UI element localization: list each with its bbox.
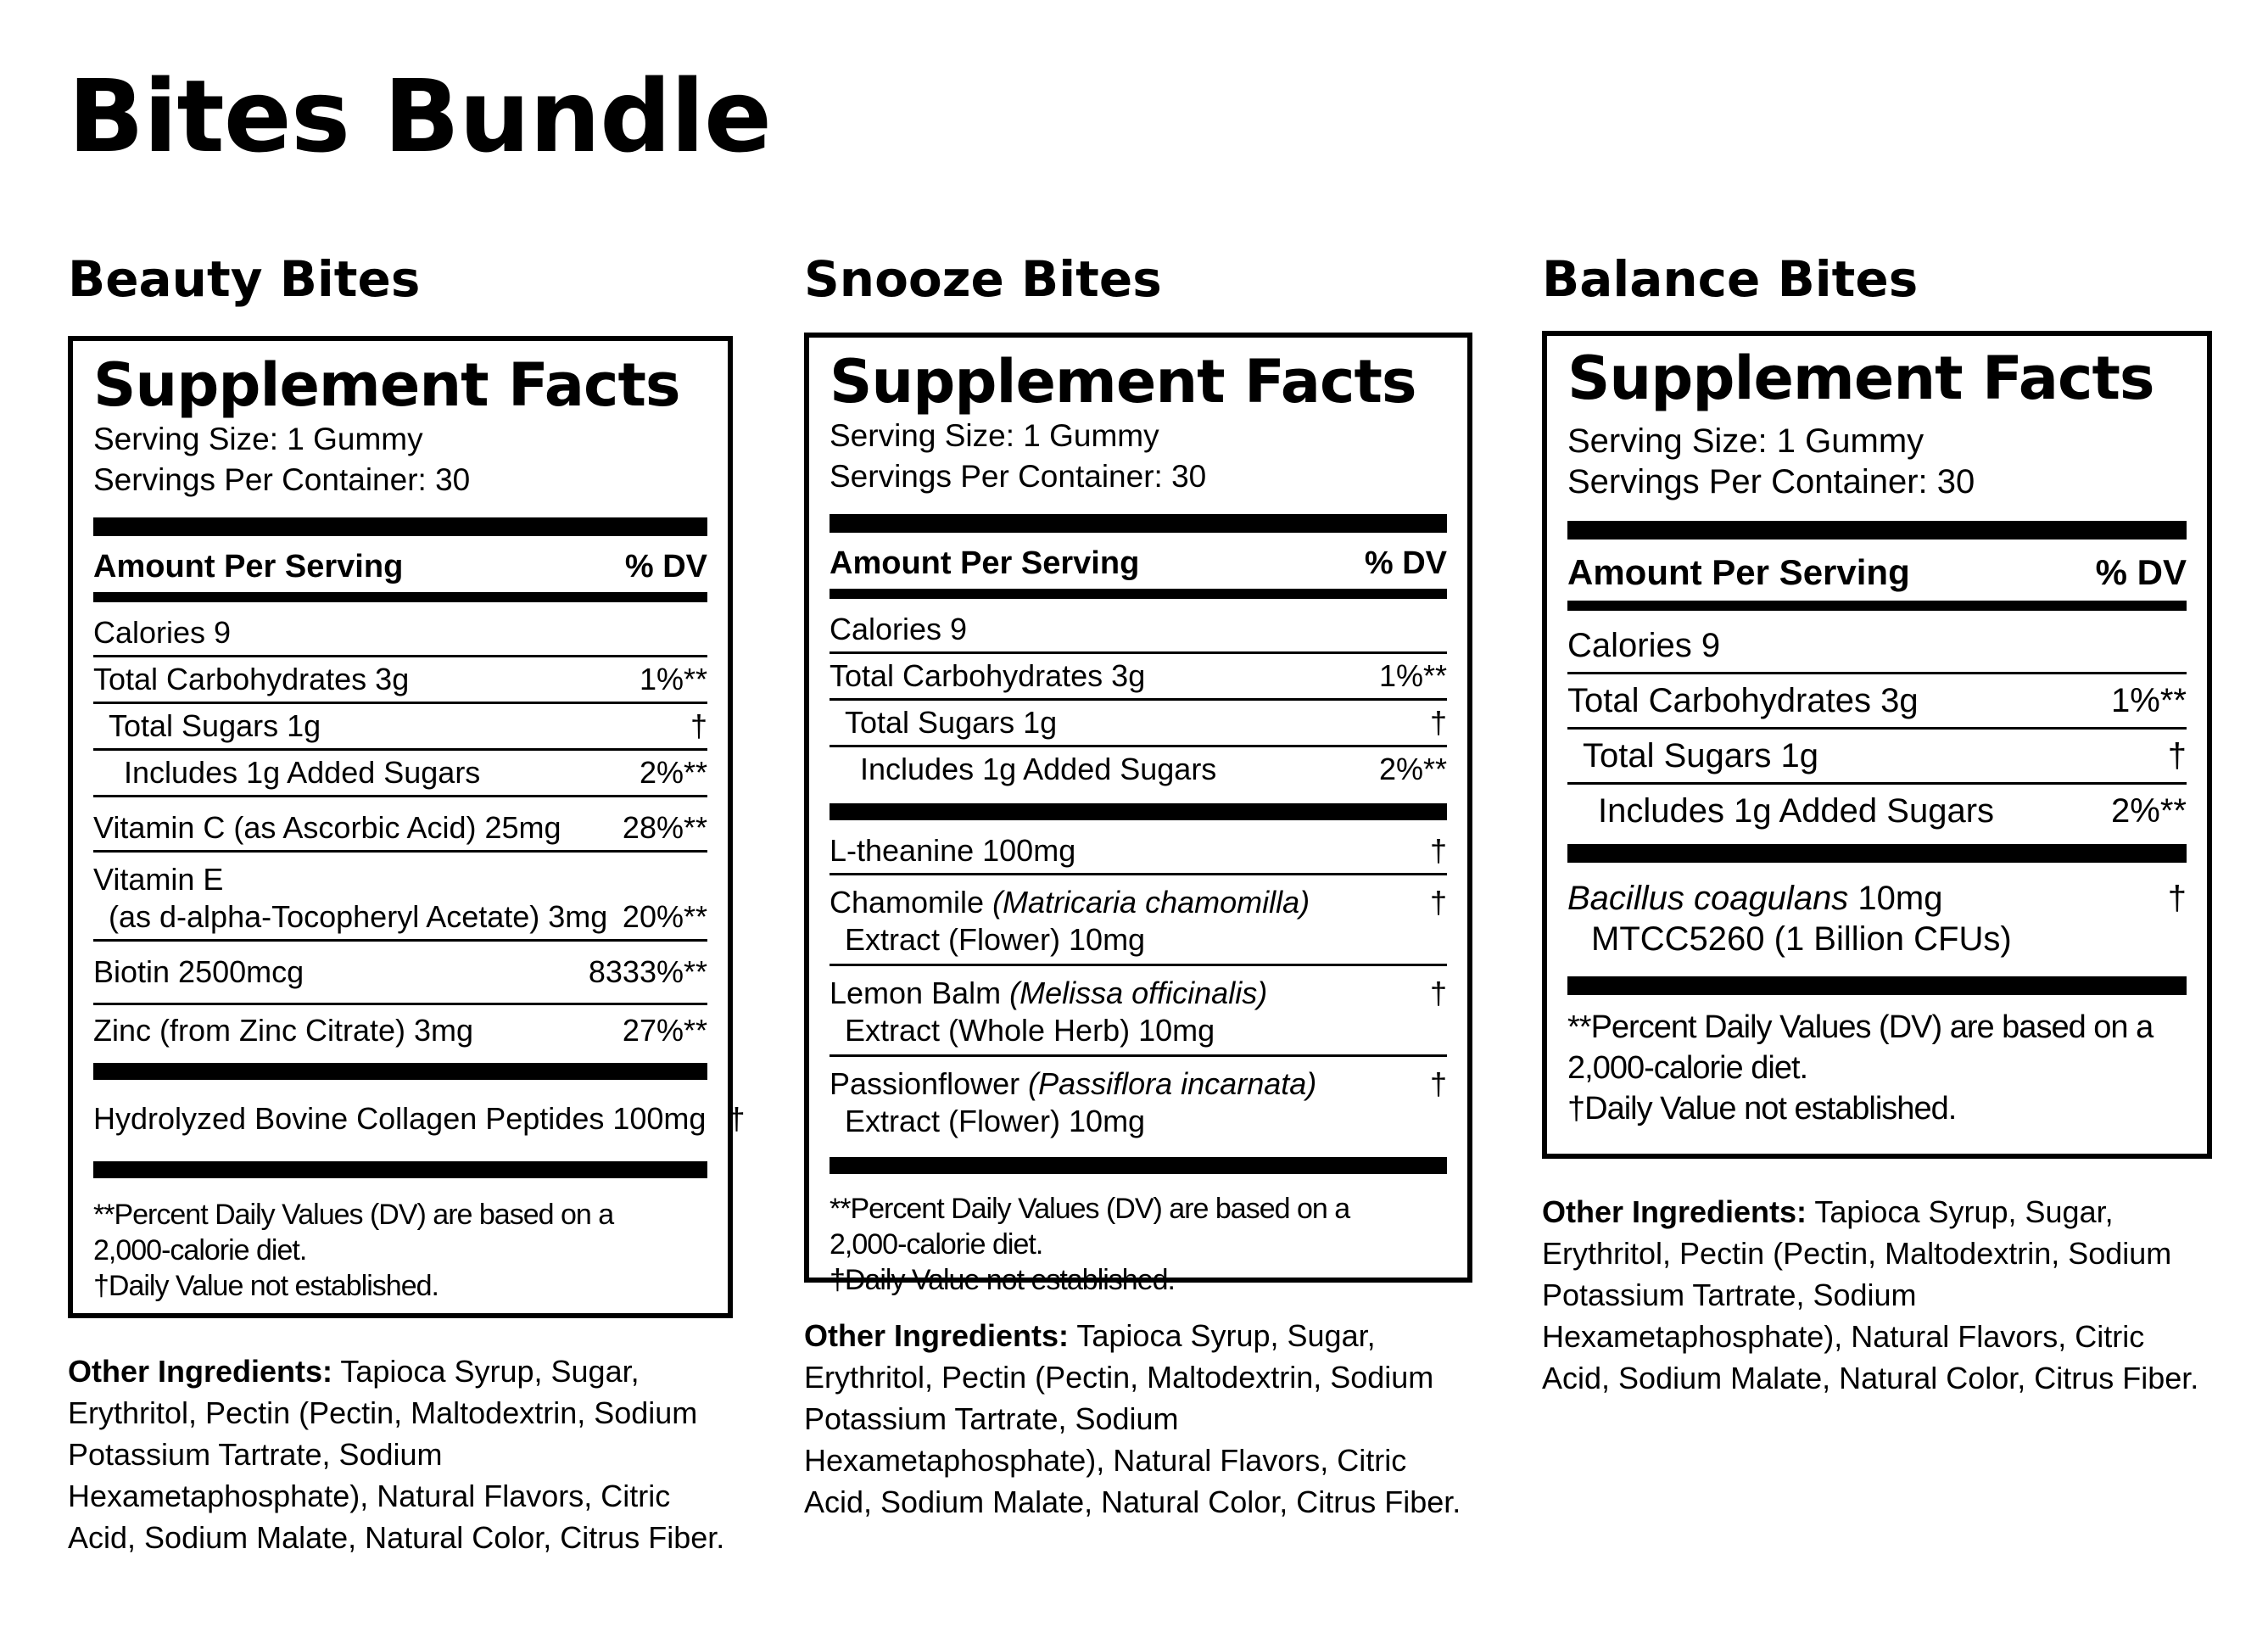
divider-thick — [1567, 976, 2187, 995]
added-sugars-row: Includes 1g Added Sugars 2%** — [1598, 791, 2187, 830]
servings-per-container: Servings Per Container: 30 — [1567, 462, 1975, 500]
l-theanine-row: L-theanine 100mg † — [830, 829, 1447, 875]
amount-header-row: Amount Per Serving % DV — [830, 545, 1447, 581]
supplement-facts-panel — [1542, 331, 2212, 1159]
calories-row: Calories 9 — [1567, 619, 2187, 674]
servings-per-container: Servings Per Container: 30 — [830, 458, 1207, 494]
footnote: **Percent Daily Values (DV) are based on a 2,000-calorie diet. †Daily Value not established. — [93, 1198, 614, 1302]
sugars-row: Total Sugars 1g † — [1567, 730, 2187, 785]
divider-thick — [830, 1157, 1447, 1174]
amount-header-row: Amount Per Serving % DV — [1567, 551, 2187, 592]
divider-medium — [93, 592, 707, 602]
other-ingredients: Other Ingredients: Tapioca Syrup, Sugar, Erythritol, Pectin (Pectin, Maltodextrin, Sodium Potassium Tartrate, Sodium Hexametaphosphate), Natural Flavors, Citric Acid, Sodium Malate, Natural Color, Citrus Fiber. — [1542, 1194, 2199, 1395]
sugars-row: Total Sugars 1g † — [830, 701, 1447, 747]
facts-heading: Supplement Facts — [93, 350, 680, 420]
facts-heading: Supplement Facts — [830, 347, 1416, 417]
carbs-row: Total Carbohydrates 3g 1%** — [830, 654, 1447, 701]
servings-per-container: Servings Per Container: 30 — [93, 461, 471, 497]
divider-thick — [1567, 844, 2187, 863]
collagen-row: Hydrolyzed Bovine Collagen Peptides 100mg † — [93, 1100, 746, 1136]
divider-thick — [93, 1063, 707, 1080]
added-sugars-row: Includes 1g Added Sugars 2%** — [860, 751, 1447, 786]
page-title: Bites Bundle — [68, 58, 772, 175]
divider-thick — [1567, 521, 2187, 540]
chamomile-row: Chamomile (Matricaria chamomilla) Extract (Flower) 10mg † — [830, 875, 1447, 966]
product-title: Beauty Bites — [68, 250, 421, 308]
bacillus-row: Bacillus coagulans 10mg MTCC5260 (1 Billion CFUs) † — [1567, 879, 2187, 958]
divider-medium — [830, 589, 1447, 599]
vitamin-e-row: Vitamin E (as d-alpha-Tocopheryl Acetate) 3mg 20%** — [93, 853, 707, 942]
lemon-balm-row: Lemon Balm (Melissa officinalis) Extract (Whole Herb) 10mg † — [830, 966, 1447, 1057]
product-title: Snooze Bites — [804, 250, 1162, 308]
calories-row: Calories 9 — [93, 611, 707, 657]
facts-heading: Supplement Facts — [1567, 344, 2154, 413]
passionflower-row: Passionflower (Passiflora incarnata) Extract (Flower) 10mg † — [830, 1065, 1447, 1138]
carbs-row: Total Carbohydrates 3g 1%** — [1567, 674, 2187, 730]
footnote: **Percent Daily Values (DV) are based on a 2,000-calorie diet. †Daily Value not established. — [1567, 1009, 2153, 1127]
footnote: **Percent Daily Values (DV) are based on a 2,000-calorie diet. †Daily Value not established. — [830, 1192, 1350, 1296]
supplement-facts-panel — [68, 336, 746, 1318]
product-title: Balance Bites — [1542, 250, 1919, 308]
amount-header-row: Amount Per Serving % DV — [93, 548, 707, 584]
serving-size: Serving Size: 1 Gummy — [830, 417, 1159, 453]
snooze-bites-section — [804, 250, 1472, 1523]
calories-row: Calories 9 — [830, 607, 1447, 654]
divider-thick — [830, 803, 1447, 820]
added-sugars-row: Includes 1g Added Sugars 2%** — [93, 751, 707, 797]
serving-size: Serving Size: 1 Gummy — [1567, 422, 1924, 460]
divider-thick — [93, 517, 707, 536]
beauty-bites-section — [68, 250, 746, 1558]
vitamin-c-row: Vitamin C (as Ascorbic Acid) 25mg 28%** — [93, 797, 707, 853]
supplement-facts-panel — [804, 333, 1472, 1296]
divider-thick — [93, 1161, 707, 1178]
serving-size: Serving Size: 1 Gummy — [93, 421, 423, 456]
other-ingredients: Other Ingredients: Tapioca Syrup, Sugar, Erythritol, Pectin (Pectin, Maltodextrin, Sodium Potassium Tartrate, Sodium Hexametaphosphate), Natural Flavors, Citric Acid, Sodium Malate, Natural Color, Citrus Fiber. — [68, 1354, 725, 1555]
sugars-row: Total Sugars 1g † — [93, 704, 707, 751]
carbs-row: Total Carbohydrates 3g 1%** — [93, 657, 707, 704]
zinc-row: Zinc (from Zinc Citrate) 3mg 27%** — [93, 1012, 707, 1048]
balance-bites-section — [1542, 250, 2212, 1399]
divider-medium — [1567, 601, 2187, 611]
other-ingredients: Other Ingredients: Tapioca Syrup, Sugar, Erythritol, Pectin (Pectin, Maltodextrin, Sodium Potassium Tartrate, Sodium Hexametaphosphate), Natural Flavors, Citric Acid, Sodium Malate, Natural Color, Citrus Fiber. — [804, 1318, 1461, 1519]
biotin-row: Biotin 2500mcg 8333%** — [93, 942, 707, 1005]
divider-thick — [830, 514, 1447, 533]
